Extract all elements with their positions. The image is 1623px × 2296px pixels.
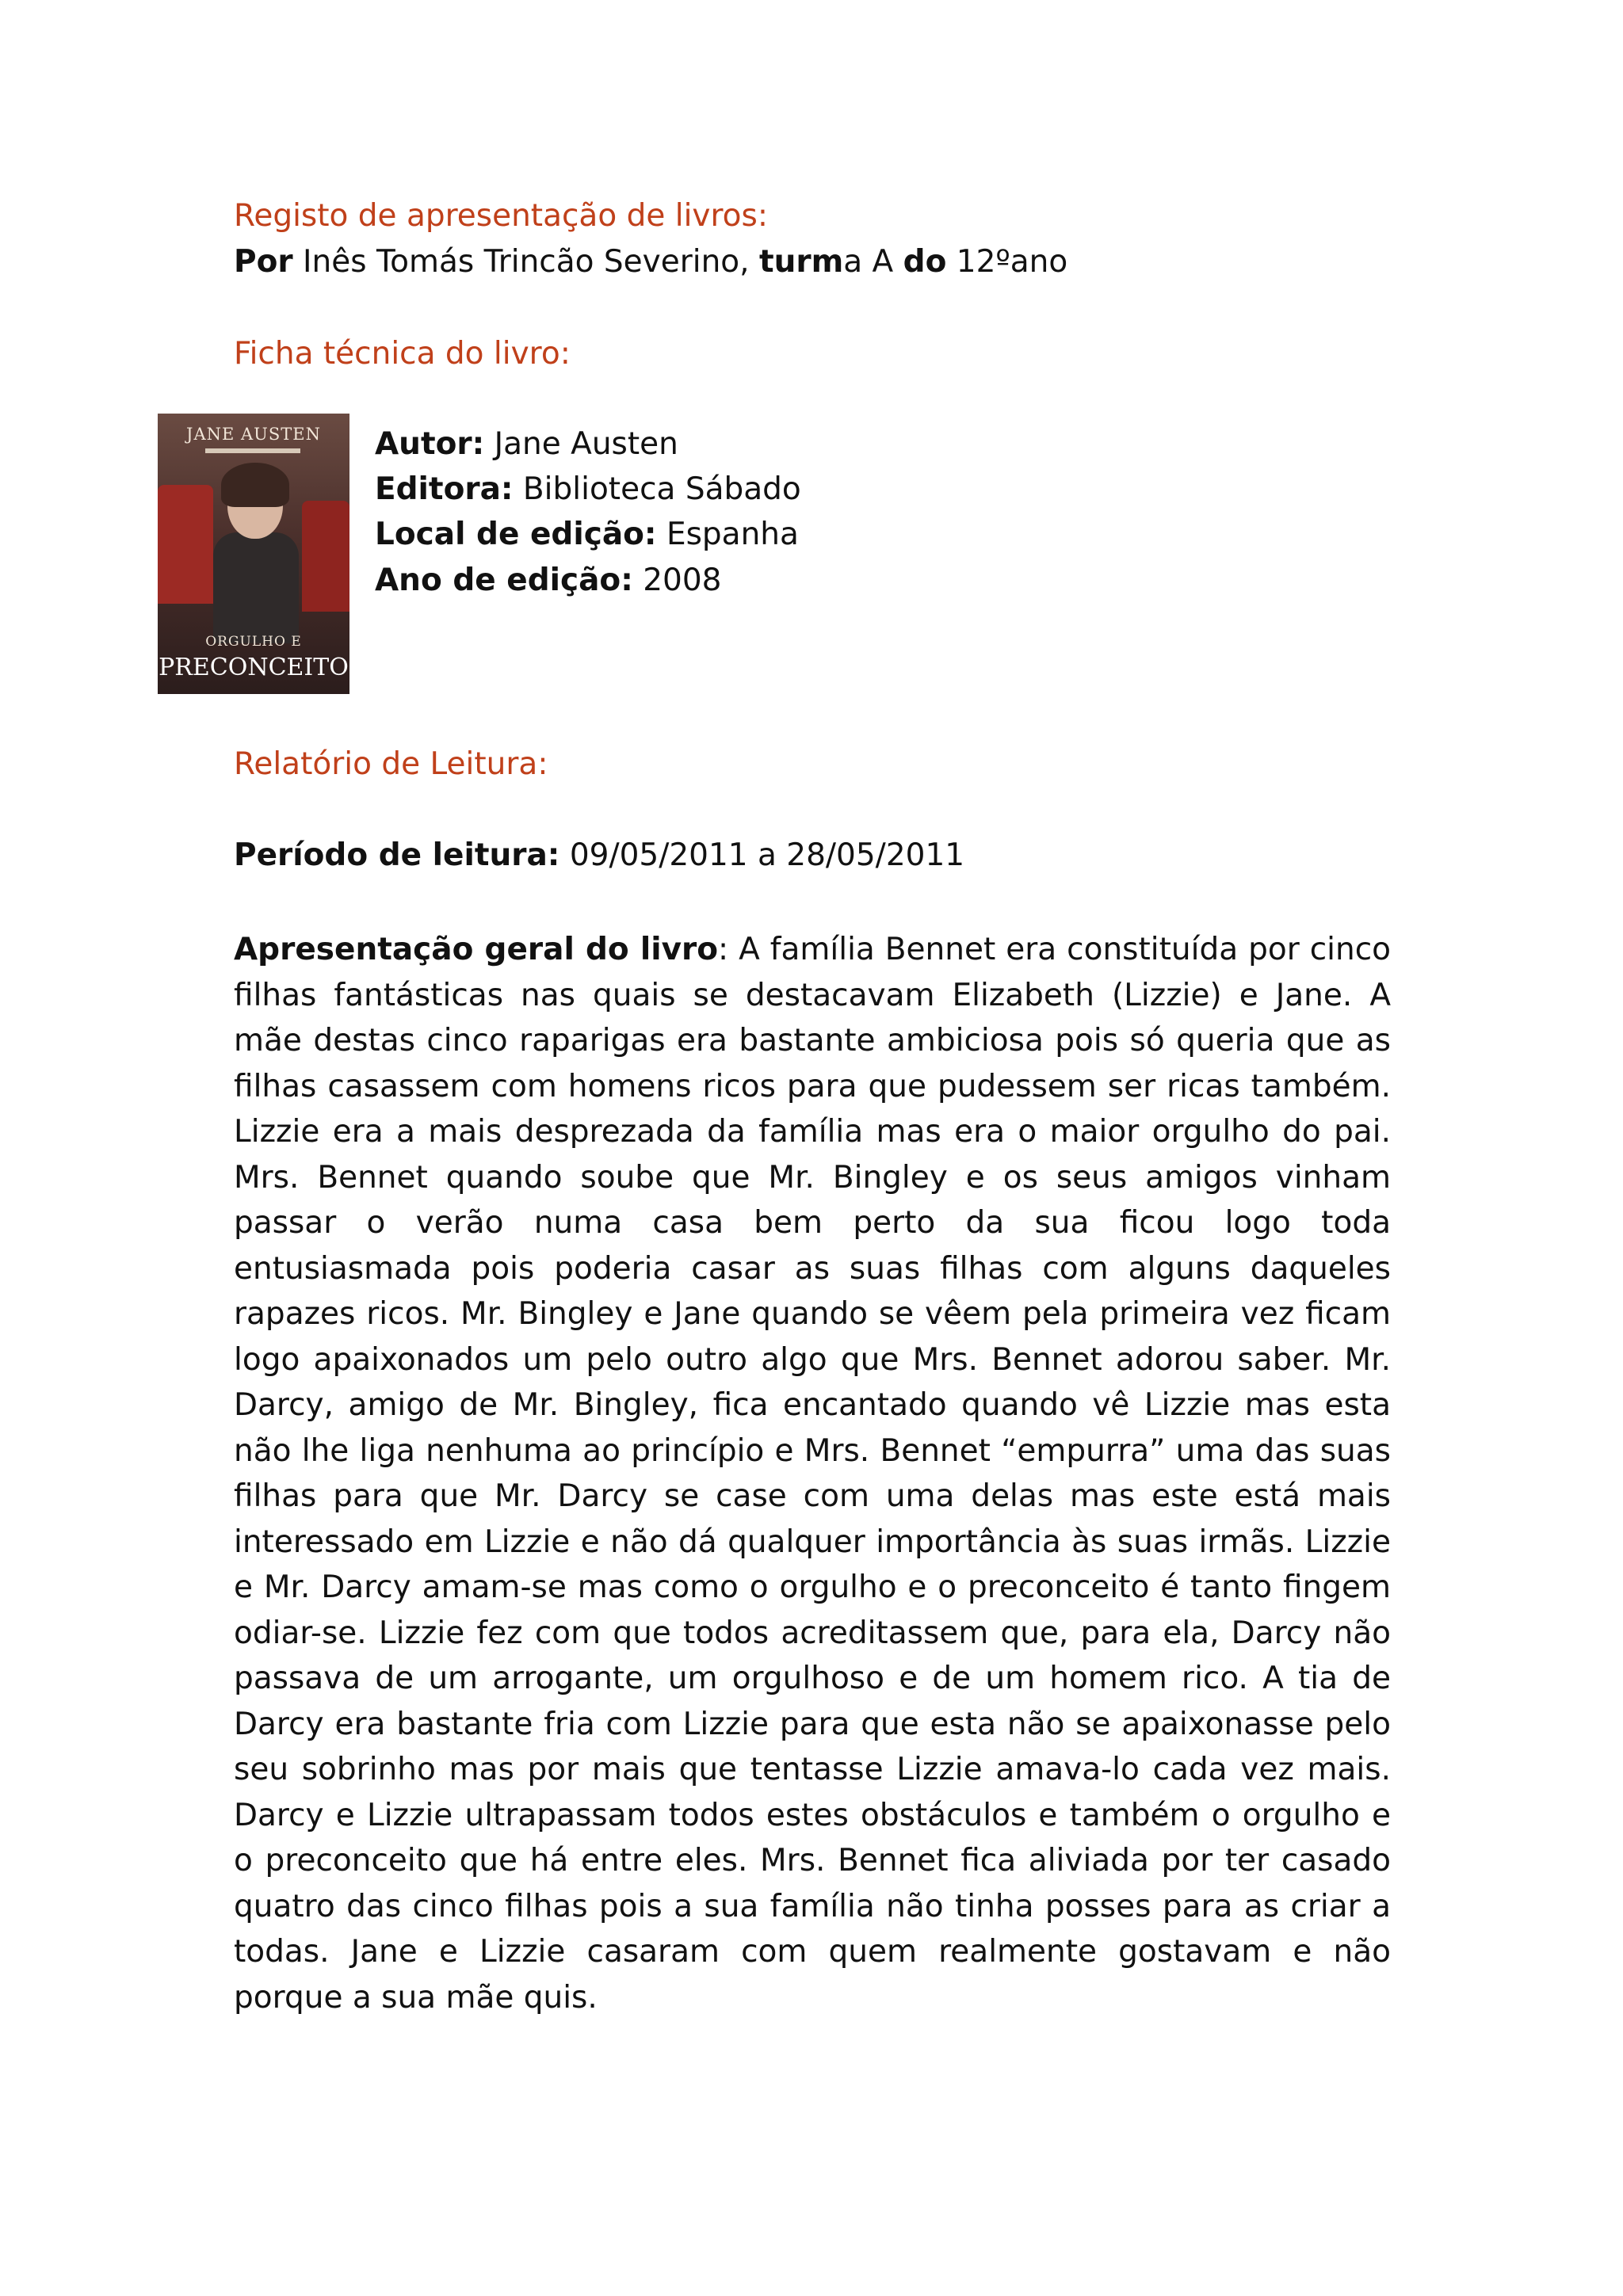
- book-cover-image: [158, 414, 349, 694]
- of-label: do: [903, 244, 947, 280]
- field-place: [375, 517, 799, 552]
- cover-figure-hair: [221, 463, 289, 507]
- field-value: Biblioteca Sábado: [522, 471, 801, 507]
- cover-title-line1: ORGULHO E: [205, 634, 302, 650]
- class-value: a A: [843, 244, 894, 280]
- period-label: Período de leitura:: [234, 837, 560, 873]
- student-name: Inês Tomás Trincão Severino,: [303, 244, 750, 280]
- reading-period: [234, 837, 964, 873]
- field-label: Editora:: [375, 471, 514, 507]
- technical-sheet-heading: Ficha técnica do livro:: [234, 336, 571, 372]
- class-label: turm: [758, 244, 844, 280]
- cover-figure-left: [158, 485, 213, 604]
- period-value: 09/05/2011 a 28/05/2011: [569, 837, 965, 873]
- field-label: Autor:: [375, 426, 485, 462]
- overview-text: : A família Bennet era constituída por cinco filhas fantásticas nas quais se destacavam Elizabeth (Lizzie) e Jane. A mãe destas cinco raparigas era bastante ambiciosa pois só queria que as filhas casassem com homens ricos para que pudessem ser ricas também. Lizzie era a mais desprezada da família mas era o maior orgulho do pai. Mrs. Bennet quando soube que Mr. Bingley e os seus amigos vinham passar o verão numa casa bem perto da sua ficou logo toda entusiasmada pois poderia casar as suas filhas com alguns daqueles rapazes ricos. Mr. Bingley e Jane quando se vêem pela primeira vez ficam logo apaixonados um pelo outro algo que Mrs. Bennet adorou saber. Mr. Darcy, amigo de Mr. Bingley, fica encantado quando vê Lizzie mas esta não lhe liga nenhuma ao princípio e Mrs. Bennet “empurra” uma das suas filhas para que Mr. Darcy se case com uma delas mas este está mais interessado em Lizzie e não dá qualquer importância às suas irmãs. Lizzie e Mr. Darcy amam-se mas como o orgulho e o preconceito é tanto fingem odiar-se. Lizzie fez com que todos acreditassem que, para ela, Darcy não passava de um arrogante, um orgulhoso e de um homem rico. A tia de Darcy era bastante fria com Lizzie para que esta não se apaixonasse pelo seu sobrinho mas por mais que tentasse Lizzie amava-lo cada vez mais. Darcy e Lizzie ultrapassam todos estes obstáculos e também o orgulho e o preconceito que há entre eles. Mrs. Bennet fica aliviada por ter casado quatro das cinco filhas pois a sua família não tinha posses para as criar a todas. Jane e Lizzie casaram com quem realmente gostavam e não porque a sua mãe quis.: [234, 932, 1391, 2016]
- overview-label: Apresentação geral do livro: [234, 932, 719, 967]
- report-heading: Relatório de Leitura:: [234, 746, 548, 782]
- field-author: [375, 426, 678, 462]
- by-label: Por: [234, 244, 293, 280]
- cover-figure-right: [302, 501, 349, 612]
- cover-author: JANE AUSTEN: [186, 425, 321, 444]
- field-year: [375, 563, 722, 598]
- field-publisher: [375, 471, 801, 507]
- field-value: 2008: [643, 563, 722, 598]
- cover-divider: [205, 448, 300, 453]
- author-line: [234, 244, 1067, 280]
- document-title: Registo de apresentação de livros:: [234, 198, 768, 234]
- cover-title-line2: PRECONCEITO: [158, 654, 349, 681]
- school-year: 12ºano: [956, 244, 1068, 280]
- field-value: Jane Austen: [494, 426, 678, 462]
- field-label: Ano de edição:: [375, 563, 633, 598]
- field-label: Local de edição:: [375, 517, 657, 552]
- cover-figure-body: [213, 532, 299, 643]
- field-value: Espanha: [666, 517, 799, 552]
- overview-paragraph: [234, 927, 1391, 2020]
